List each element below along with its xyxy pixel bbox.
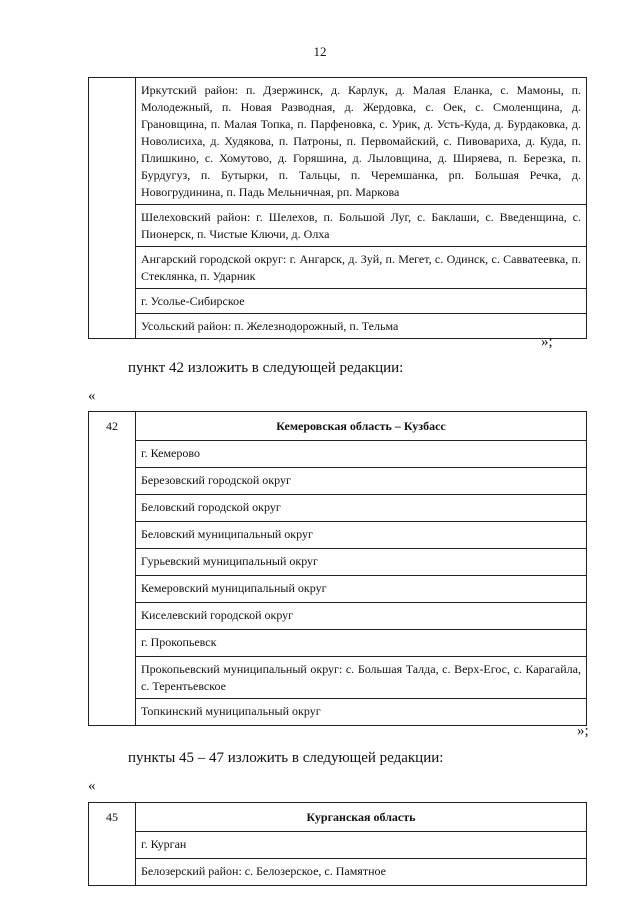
table-cell: Иркутский район: п. Дзержинск, д. Карлук, д. Малая Еланка, с. Мамоны, п. Молодежный, п. Новая Разводная, д. Жердовка, с. Оек, с. Смоленщина, д. Грановщина, п. Малая Топка, п. Парфеновка, с. Урик, д. Усть-Куда, д. Бурдаковка, д. Новолисиха, д. Худякова, п. Патроны, п. Первомайский, с. Пивовариха, д. Куда, п. Плишкино, с. Хомутово, д. Горяшина, д. Лыловщина, д. Ширяева, п. Березка, п. Бурдугуз, п. Бутырки, п. Тальцы, п. Черемшанка, рп. Большая Речка, д. Новогрудинина, п. Падь Мельничная, рп. Маркова xyxy=(136,78,587,205)
table-cell: Гурьевский муниципальный округ xyxy=(136,549,587,576)
item-number: 45 xyxy=(89,803,136,886)
table-row xyxy=(89,630,587,657)
table-row xyxy=(89,78,587,205)
table-cell: Березовский городской округ xyxy=(136,468,587,495)
table-cell: Белозерский район: с. Белозерское, с. Памятное xyxy=(136,859,587,886)
table-row xyxy=(89,289,587,314)
table-cell: Кемеровский муниципальный округ xyxy=(136,576,587,603)
item-number: 42 xyxy=(89,412,136,726)
table-cell: Беловский городской округ xyxy=(136,495,587,522)
table-row xyxy=(89,314,587,339)
table-row xyxy=(89,549,587,576)
table-row xyxy=(89,441,587,468)
table-row xyxy=(89,699,587,726)
closing-quote: »; xyxy=(541,334,553,350)
kurgan-table xyxy=(88,802,587,886)
table-row xyxy=(89,803,587,832)
table-cell: г. Курган xyxy=(136,832,587,859)
closing-quote: »; xyxy=(577,723,589,739)
number-cell xyxy=(89,78,136,339)
region-header: Кемеровская область – Кузбасс xyxy=(136,412,587,441)
instruction-text: пункт 42 изложить в следующей редакции: xyxy=(128,360,404,376)
opening-quote: « xyxy=(88,778,96,794)
table-row xyxy=(89,468,587,495)
kemerovo-table xyxy=(88,411,587,726)
table-row xyxy=(89,522,587,549)
irkutsk-continuation-table xyxy=(88,77,587,339)
table-cell: г. Усолье-Сибирское xyxy=(136,289,587,314)
table-row xyxy=(89,412,587,441)
table-row xyxy=(89,247,587,289)
table-cell: Киселевский городской округ xyxy=(136,603,587,630)
table-cell: Усольский район: п. Железнодорожный, п. Тельма xyxy=(136,314,587,339)
table-row xyxy=(89,657,587,699)
table-cell: Беловский муниципальный округ xyxy=(136,522,587,549)
table-cell: г. Прокопьевск xyxy=(136,630,587,657)
page-number: 12 xyxy=(313,44,327,59)
table-cell: г. Кемерово xyxy=(136,441,587,468)
table-cell: Ангарский городской округ: г. Ангарск, д. Зуй, п. Мегет, с. Одинск, с. Савватеевка, п. Стеклянка, п. Ударник xyxy=(136,247,587,289)
table-row xyxy=(89,603,587,630)
table-cell: Шелеховский район: г. Шелехов, п. Большой Луг, с. Баклаши, с. Введенщина, с. Пионерск, п. Чистые Ключи, д. Олха xyxy=(136,205,587,247)
table-row xyxy=(89,205,587,247)
table-cell: Топкинский муниципальный округ xyxy=(136,699,587,726)
table-row xyxy=(89,495,587,522)
instruction-text: пункты 45 – 47 изложить в следующей редакции: xyxy=(128,750,444,766)
opening-quote: « xyxy=(88,388,96,404)
table-row xyxy=(89,576,587,603)
region-header: Курганская область xyxy=(136,803,587,832)
table-row xyxy=(89,832,587,859)
table-row xyxy=(89,859,587,886)
table-cell: Прокопьевский муниципальный округ: с. Большая Талда, с. Верх-Егос, с. Карагайла, с. Терентьевское xyxy=(136,657,587,699)
